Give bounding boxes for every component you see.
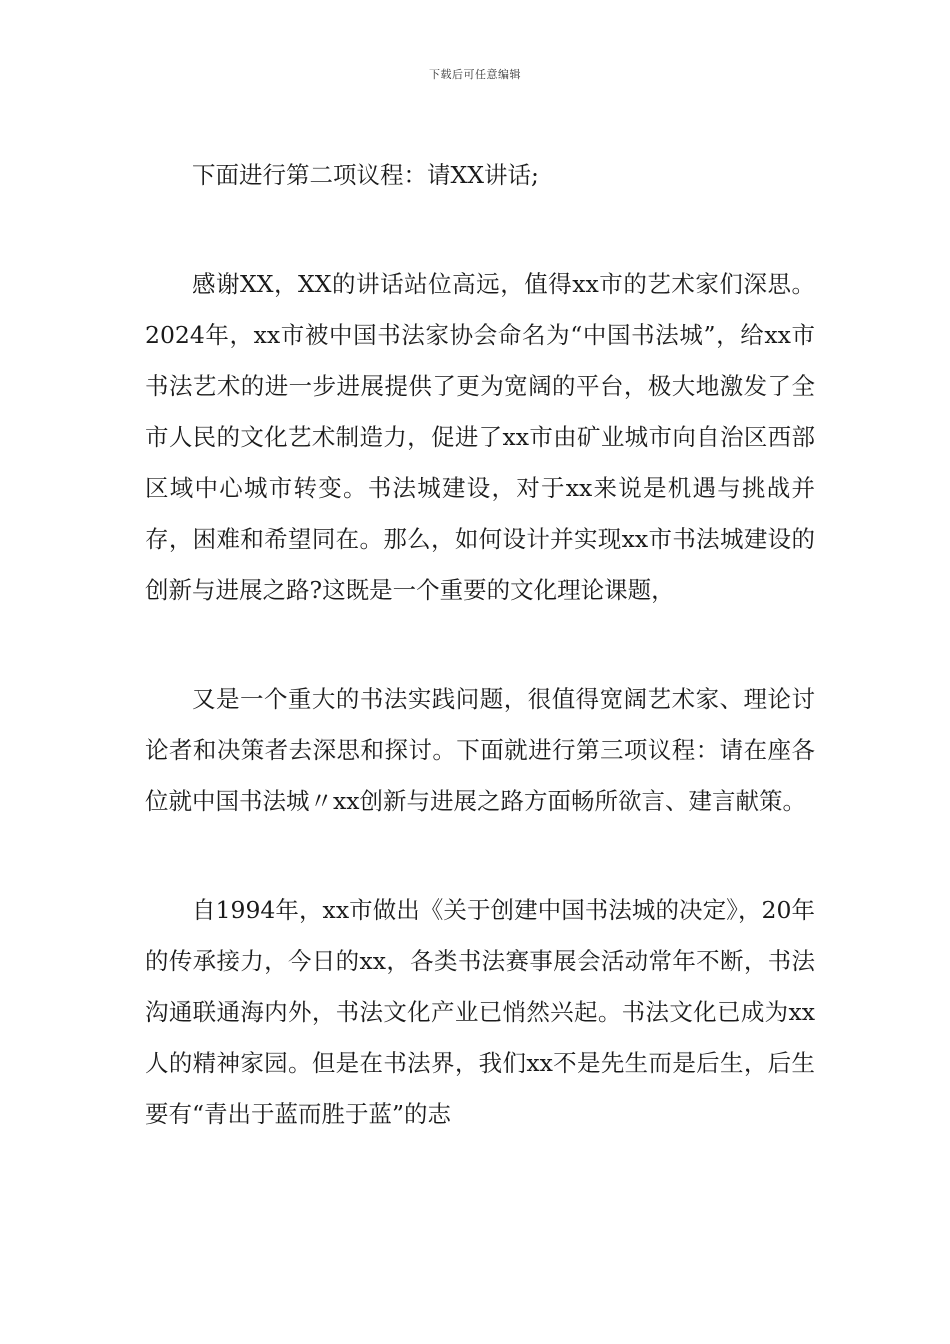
download-editable-note: 下载后可任意编辑: [429, 68, 521, 81]
paragraph-thanks-speech: 感谢XX，XX的讲话站位高远，值得xx市的艺术家们深思。2024年，xx市被中国书法家协会命名为“中国书法城”，给xx市书法艺术的进一步进展提供了更为宽阔的平台，极大地激发了全市人民的文化艺术制造力，促进了xx市由矿业城市向自治区西部区域中心城市转变。书法城建设，对于xx来说是机遇与挑战并存，困难和希望同在。那么，如何设计并实现xx市书法城建设的创新与进展之路?这既是一个重要的文化理论课题，: [145, 270, 815, 604]
paragraph-agenda-item-three: 又是一个重大的书法实践问题，很值得宽阔艺术家、理论讨论者和决策者去深思和探讨。下面就进行第三项议程：请在座各位就中国书法城〃xx创新与进展之路方面畅所欲言、建言献策。: [145, 685, 815, 815]
document-body: [145, 150, 815, 1140]
paragraph-history: 自1994年，xx市做出《关于创建中国书法城的决定》，20年的传承接力，今日的xx，各类书法赛事展会活动常年不断，书法沟通联通海内外，书法文化产业已悄然兴起。书法文化已成为xx人的精神家园。但是在书法界，我们xx不是先生而是后生，后生要有“青出于蓝而胜于蓝”的志: [145, 896, 815, 1128]
paragraph-agenda-item-two: 下面进行第二项议程：请XX讲话;: [192, 161, 539, 189]
